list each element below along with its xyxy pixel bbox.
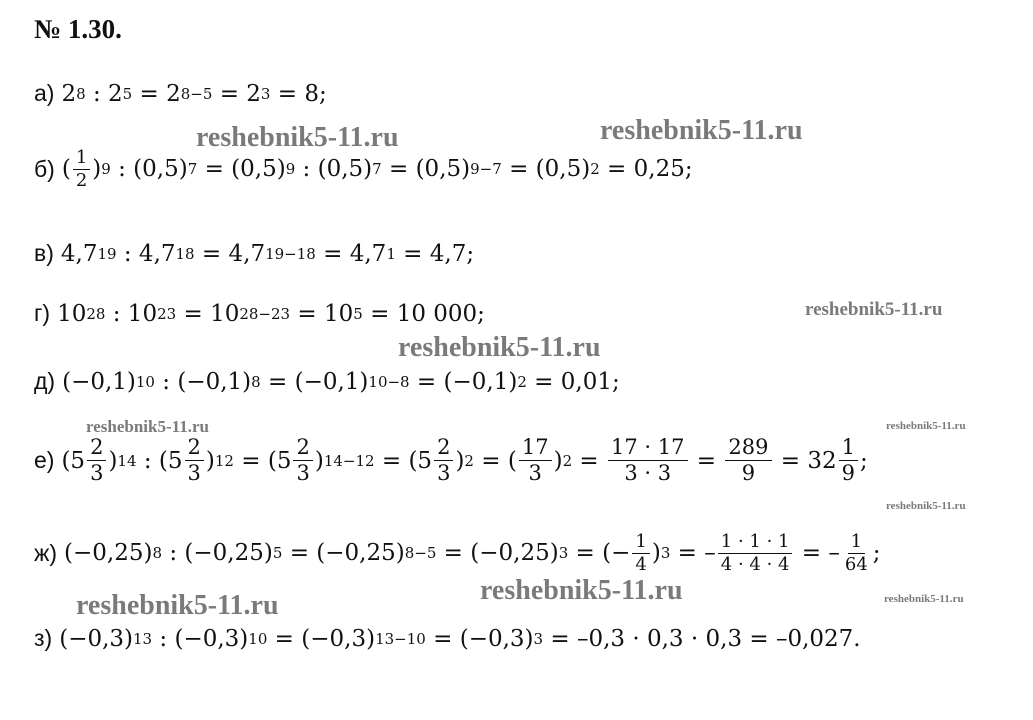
math-text: ) [553,447,563,474]
math-text: (5 [61,447,86,474]
math-text: 10 [57,300,87,327]
denominator: 3 [528,461,542,486]
watermark: reshebnik5-11.ru [886,420,966,432]
numerator: 17 [519,436,552,461]
fraction [632,532,649,575]
math-text: = 10 [290,300,354,327]
fraction [87,436,106,485]
math-text: : (0,5) [295,156,373,183]
math-text: ; [860,447,868,474]
math-text: = 2 [212,80,261,107]
solution-g: г) 10 28 : 10 23 = 10 28−23 = 10 5 = 10 000; [34,300,485,327]
numerator: 2 [434,436,453,461]
fraction [434,436,453,485]
watermark: reshebnik5-11.ru [76,590,279,621]
math-text: = ( [473,447,517,474]
watermark: reshebnik5-11.ru [886,500,966,512]
math-text: : 10 [105,300,158,327]
math-text: = 10 000; [362,300,485,327]
math-text: = (−0,25) [282,540,405,567]
numerator: 289 [725,436,771,461]
item-label: г) [34,300,51,326]
math-text: : (−0,1) [154,368,252,395]
math-text: = 4,7 [194,240,266,267]
math-text: ) [92,156,102,183]
denominator: 9 [741,461,756,486]
item-label: а) [34,80,55,106]
math-text: = 2 [132,80,181,107]
fraction [725,436,771,485]
math-text: ) [205,447,215,474]
math-text: = 8; [270,80,327,107]
denominator: 3 [187,461,201,486]
math-text: = 4,7 [315,240,387,267]
page-title: № 1.30. [34,14,122,44]
fraction [839,436,858,485]
numerator: 2 [87,436,106,461]
math-text: = (−0,3) [267,625,376,652]
math-text: = 0,25; [599,156,693,183]
math-text: : 2 [85,80,123,107]
item-label: е) [34,447,55,474]
denominator: 3 [90,461,104,486]
math-text: = –0,3 · 0,3 · 0,3 = –0,027. [543,625,861,652]
math-text: = – [670,540,716,567]
fraction [73,148,90,191]
math-text: = (−0,3) [425,625,534,652]
fraction [842,532,871,575]
math-text: = (0,5) [381,156,471,183]
math-text: = 10 [176,300,240,327]
math-text: 2 [61,80,77,107]
math-text: = [572,447,607,474]
math-text: = (− [568,540,631,567]
math-text: ( [61,156,71,183]
item-label: з) [34,625,53,651]
numerator: 2 [293,436,312,461]
numerator: 1 · 1 · 1 [718,532,793,554]
numerator: 1 [632,532,649,554]
math-text: (−0,1) [62,368,136,395]
math-text: (−0,3) [59,625,134,652]
solution-e: е) (5 $\frac{2}{3}$ ) 14 : (5 $\frac{2}{3}$ ) 12 = (5 $\frac{2}{3}$ ) 14−12 = (5 $\frac{2}{3}$ ) 2 = ( $\frac{17}{3}$ ) 2 = $\frac{17 \cdot 17}{3 \cdot 3}$ = $\frac{289}{9}$ = 32 $\frac{1}{9}$ ; [34,435,868,486]
watermark: reshebnik5-11.ru [86,417,209,436]
math-text: = (−0,25) [436,540,559,567]
math-text: : 4,7 [116,240,176,267]
solution-d: д) (−0,1) 10 : (−0,1) 8 = (−0,1) 10−8 = (−0,1) 2 = 0,01; [34,368,620,395]
fraction [293,436,312,485]
denominator: 3 [296,461,310,486]
math-text: = (−0,1) [260,368,369,395]
math-text: = 4,7; [395,240,475,267]
watermark: reshebnik5-11.ru [884,593,964,605]
denominator: 64 [844,553,868,575]
math-text: : (5 [136,447,183,474]
denominator: 3 [437,461,451,486]
item-label: д) [34,368,56,394]
numerator: 1 [848,532,865,554]
math-text: ; [872,540,881,567]
fraction [608,436,687,485]
fraction [519,436,552,485]
solution-zh: ж) (−0,25) 8 : (−0,25) 5 = (−0,25) 8−5 = (−0,25) 3 = (− $\frac{1}{4}$ ) 3 = – $\frac{1 \cdot 1 \cdot 1}{4 \cdot 4 \cdot 4}$ = – $\frac{1}{64}$ ; [34,531,881,575]
math-text: = 0,01; [526,368,620,395]
watermark: reshebnik5-11.ru [480,575,683,606]
solution-v: в) 4,7 19 : 4,7 18 = 4,7 19−18 = 4,7 1 = 4,7; [34,240,475,267]
watermark: reshebnik5-11.ru [398,332,601,363]
math-text: = (0,5) [501,156,591,183]
item-label: в) [34,240,54,266]
math-text: : (−0,25) [162,540,273,567]
math-text: = (0,5) [197,156,286,183]
math-text: = 32 [773,447,837,474]
fraction [185,436,204,485]
denominator: 4 · 4 · 4 [720,553,790,575]
denominator: 9 [841,461,856,486]
denominator: 2 [75,169,88,191]
math-text: : (0,5) [110,156,188,183]
math-text: : (−0,3) [152,625,249,652]
math-text: 4,7 [60,240,98,267]
math-text: = [689,447,724,474]
math-text: = (5 [233,447,292,474]
numerator: 1 [73,148,90,170]
numerator: 1 [839,436,858,461]
math-text: = (5 [374,447,433,474]
math-text: (−0,25) [64,540,153,567]
denominator: 4 [635,553,647,575]
solution-b: б) ( $\frac{1}{2}$ ) 9 : (0,5) 7 = (0,5) 9 : (0,5) 7 = (0,5) 9−7 = (0,5) 2 = 0,25; [34,147,693,191]
math-text: ) [651,540,661,567]
item-label: б) [34,155,55,182]
math-text: = (−0,1) [409,368,518,395]
numerator: 17 · 17 [608,436,687,461]
watermark: reshebnik5-11.ru [805,299,943,320]
math-text: ) [314,447,324,474]
watermark: reshebnik5-11.ru [600,115,803,146]
fraction [718,532,793,575]
solution-z: з) (−0,3) 13 : (−0,3) 10 = (−0,3) 13−10 = (−0,3) 3 = –0,3 · 0,3 · 0,3 = –0,027. [34,625,861,652]
watermark: reshebnik5-11.ru [196,122,399,153]
item-label: ж) [34,539,58,566]
denominator: 3 · 3 [624,461,672,486]
math-text: ) [108,447,118,474]
solution-a: а) 2 8 : 2 5 = 2 8−5 = 2 3 = 8; [34,80,327,107]
math-text: = – [794,540,840,567]
numerator: 2 [185,436,204,461]
math-text: ) [455,447,465,474]
